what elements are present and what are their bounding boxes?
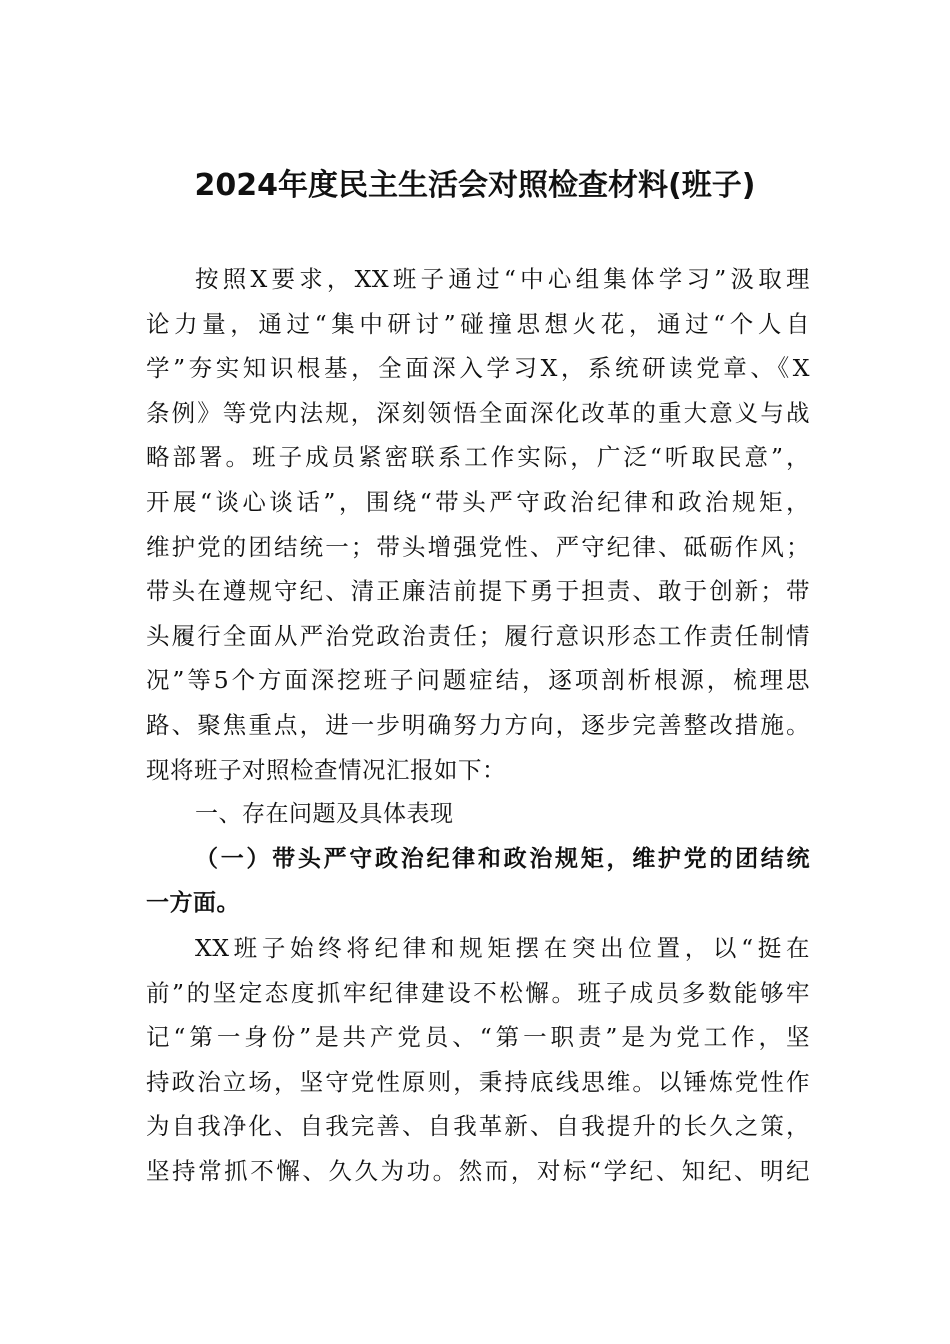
paragraph-line: 为自我净化、自我完善、自我革新、自我提升的长久之策， [146, 1112, 810, 1141]
paragraph-line: 前”的坚定态度抓牢纪律建设不松懈。班子成员多数能够牢 [146, 978, 810, 1007]
paragraph-line: 记“第一身份”是共产党员、“第一职责”是为党工作，坚 [146, 1023, 810, 1052]
paragraph-line: 头履行全面从严治党政治责任；履行意识形态工作责任制情 [146, 621, 810, 650]
subsection-heading-line: （一）带头严守政治纪律和政治规矩，维护党的团结统 [195, 844, 810, 872]
paragraph-line: 开展“谈心谈话”，围绕“带头严守政治纪律和政治规矩， [146, 487, 810, 516]
paragraph-line: 坚持常抓不懈、久久为功。然而，对标“学纪、知纪、明纪 [146, 1156, 810, 1185]
subsection-heading-line: 一方面。 [146, 889, 240, 917]
document-title: 2024年度民主生活会对照检查材料(班子) [194, 168, 756, 203]
document-body [146, 257, 810, 1193]
section-heading: 一、存在问题及具体表现 [195, 801, 454, 828]
paragraph-line: 略部署。班子成员紧密联系工作实际，广泛“听取民意”， [146, 443, 810, 472]
paragraph-line: 学”夯实知识根基，全面深入学习X，系统研读党章、《X [146, 354, 810, 383]
paragraph-line: 维护党的团结统一；带头增强党性、严守纪律、砥砺作风； [146, 532, 810, 561]
paragraph-line: XX班子始终将纪律和规矩摆在突出位置，以“挺在 [195, 933, 810, 962]
paragraph-line: 路、聚焦重点，进一步明确努力方向，逐步完善整改措施。 [146, 710, 810, 739]
paragraph-line: 按照X要求，XX班子通过“中心组集体学习”汲取理 [195, 265, 810, 293]
paragraph-line: 条例》等党内法规，深刻领悟全面深化改革的重大意义与战 [146, 398, 810, 427]
paragraph-line: 现将班子对照检查情况汇报如下： [146, 755, 506, 784]
paragraph-line: 论力量，通过“集中研讨”碰撞思想火花，通过“个人自 [146, 309, 810, 338]
paragraph-line: 况”等5个方面深挖班子问题症结，逐项剖析根源，梳理思 [146, 666, 810, 695]
paragraph-line: 持政治立场，坚守党性原则，秉持底线思维。以锤炼党性作 [146, 1067, 810, 1096]
paragraph-line: 带头在遵规守纪、清正廉洁前提下勇于担责、敢于创新；带 [146, 577, 810, 606]
